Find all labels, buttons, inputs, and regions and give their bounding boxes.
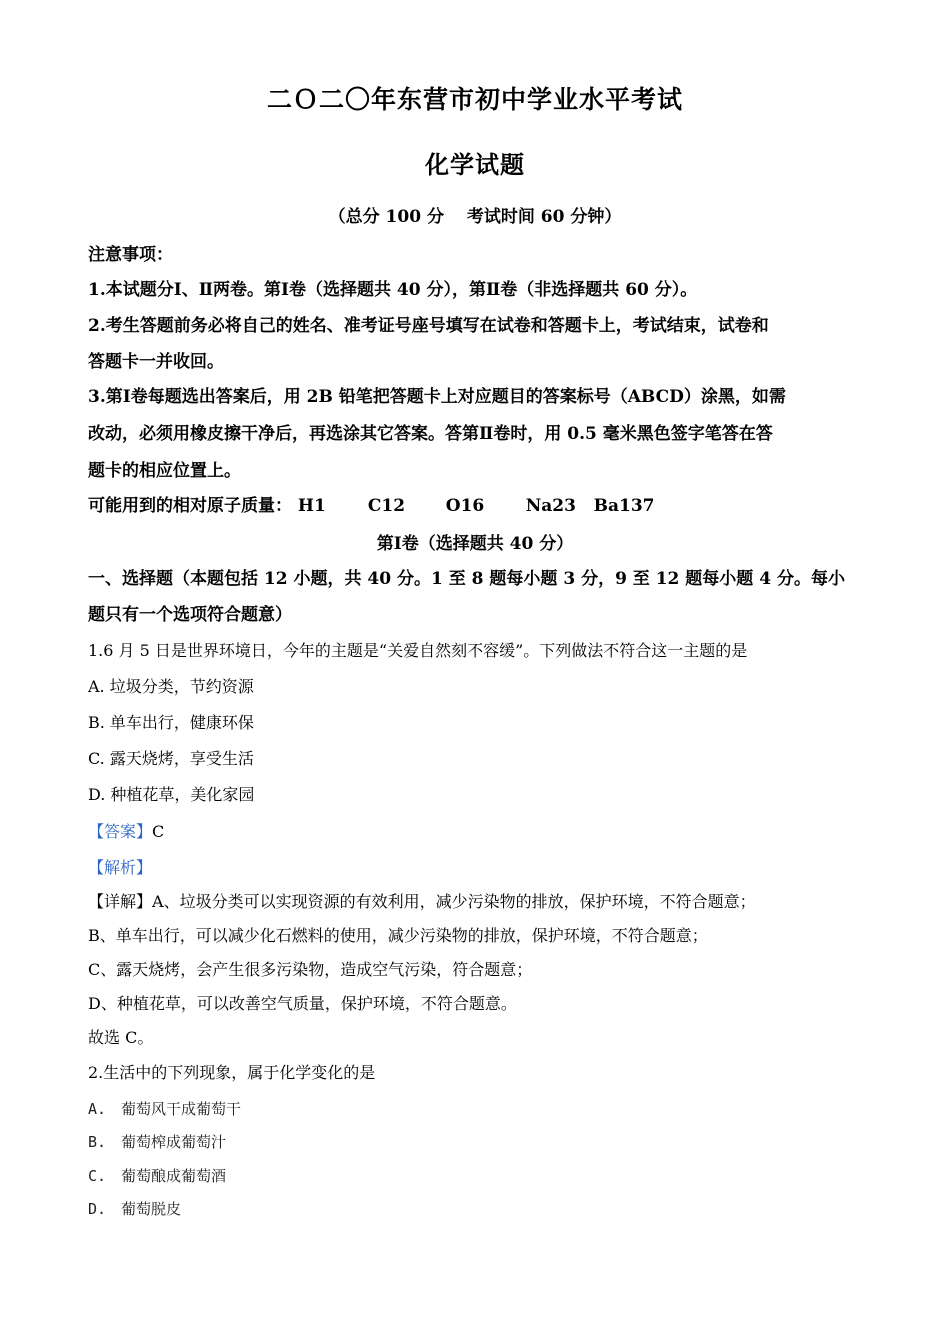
- atomic-mass-label: 可能用到的相对原子质量：: [88, 496, 292, 516]
- answer-value: C: [152, 822, 165, 841]
- atomic-mass-line: [88, 494, 862, 518]
- section-1-title: 第Ⅰ卷（选择题共 40 分）: [376, 534, 574, 554]
- question-1-answer: [88, 820, 862, 844]
- atomic-mass-ba: Ba137: [593, 496, 655, 516]
- question-1-detail-c: C、露天烧烤，会产生很多污染物，造成空气污染，符合题意；: [88, 960, 533, 979]
- atomic-mass-h: H1: [297, 496, 326, 516]
- section-1-intro-b: 题只有一个选项符合题意）: [88, 605, 292, 625]
- question-1-option-d: D. 种植花草，美化家园: [88, 785, 255, 804]
- answer-label: 【答案】: [88, 822, 153, 841]
- question-1-analysis-label: 【解析】: [88, 858, 153, 877]
- atomic-mass-na: Na23: [525, 496, 576, 516]
- notice-item-1: 1.本试题分Ⅰ、Ⅱ两卷。第Ⅰ卷（选择题共 40 分），第Ⅱ卷（非选择题共 60 分）。: [88, 280, 698, 300]
- notice-item-3c: 题卡的相应位置上。: [88, 461, 241, 481]
- question-2-option-c: C. 葡萄酿成葡萄酒: [88, 1167, 227, 1185]
- question-1-detail-b: B、单车出行，可以减少化石燃料的使用，减少污染物的排放，保护环境，不符合题意；: [88, 926, 708, 945]
- notice-item-2b: 答题卡一并收回。: [88, 352, 224, 372]
- detail-a-text: A、垃圾分类可以实现资源的有效利用，减少污染物的排放，保护环境，不符合题意；: [152, 892, 756, 911]
- question-2-option-d: D. 葡萄脱皮: [88, 1200, 182, 1218]
- exam-title: 二Ｏ二〇年东营市初中学业水平考试: [266, 85, 683, 114]
- notice-item-3b: 改动，必须用橡皮擦干净后，再选涂其它答案。答第Ⅱ卷时，用 0.5 毫米黑色签字笔答在答: [88, 424, 773, 444]
- question-2-option-b: B. 葡萄榨成葡萄汁: [88, 1133, 227, 1151]
- question-2-stem: 2.生活中的下列现象，属于化学变化的是: [88, 1063, 376, 1082]
- notice-item-2a: 2.考生答题前务必将自己的姓名、准考证号座号填写在试卷和答题卡上，考试结束，试卷和: [88, 316, 769, 336]
- atomic-mass-o: O16: [445, 496, 485, 516]
- question-1-option-b: B. 单车出行，健康环保: [88, 713, 254, 732]
- question-1-stem: 1.6 月 5 日是世界环境日，今年的主题是“关爱自然刻不容缓”。下列做法不符合这一主题的是: [88, 641, 748, 660]
- subject-title: 化学试题: [425, 150, 525, 179]
- detail-label: 【详解】: [88, 892, 153, 911]
- atomic-mass-c: C12: [367, 496, 406, 516]
- notice-heading: 注意事项：: [88, 245, 173, 265]
- question-1-detail-d: D、种植花草，可以改善空气质量，保护环境，不符合题意。: [88, 994, 517, 1013]
- section-1-intro-a: 一、选择题（本题包括 12 小题，共 40 分。1 至 8 题每小题 3 分，9 至 12 题每小题 4 分。每小: [88, 569, 845, 589]
- question-2-option-a: A. 葡萄风干成葡萄干: [88, 1100, 242, 1118]
- question-1-conclusion: 故选 C。: [88, 1028, 154, 1047]
- question-1-detail-a: [88, 890, 862, 914]
- notice-item-3a: 3.第Ⅰ卷每题选出答案后，用 2B 铅笔把答题卡上对应题目的答案标号（ABCD）涂黑，如需: [88, 387, 786, 407]
- question-1-option-a: A. 垃圾分类，节约资源: [88, 677, 254, 696]
- exam-meta: （总分 100 分 考试时间 60 分钟）: [328, 207, 622, 227]
- question-1-option-c: C. 露天烧烤，享受生活: [88, 749, 254, 768]
